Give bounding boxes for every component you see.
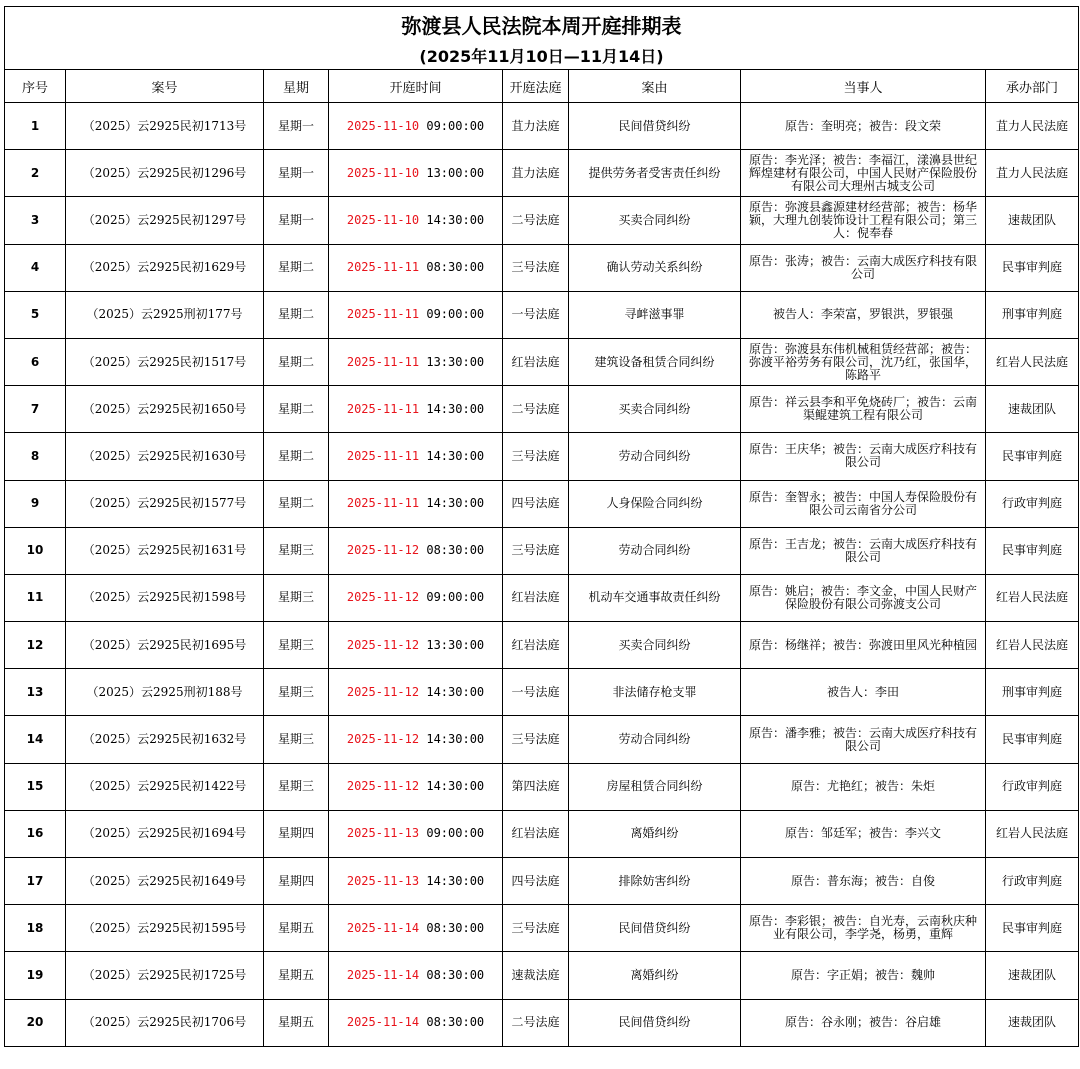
cause: 民间借贷纠纷	[569, 999, 741, 1046]
parties: 原告：谷永刚；被告：谷启雄	[741, 999, 986, 1046]
parties: 原告：尤艳红；被告：朱炬	[741, 763, 986, 810]
hearing-time	[329, 244, 503, 291]
hearing-time	[329, 905, 503, 952]
cause: 劳动合同纠纷	[569, 716, 741, 763]
hearing-time	[329, 527, 503, 574]
hearing-clock: 14:30:00	[426, 401, 485, 416]
courtroom: 三号法庭	[503, 244, 569, 291]
hearing-clock: 08:30:00	[426, 967, 485, 982]
hearing-date: 2025-11-14	[346, 967, 420, 982]
hearing-clock: 08:30:00	[426, 920, 485, 935]
courtroom: 红岩法庭	[503, 622, 569, 669]
parties: 原告：张涛；被告：云南大成医疗科技有限公司	[741, 244, 986, 291]
courtroom: 一号法庭	[503, 291, 569, 338]
row-number: 7	[5, 386, 66, 433]
hearing-time	[329, 150, 503, 197]
page-title: 弥渡县人民法院本周开庭排期表	[5, 7, 1079, 42]
table-row	[5, 197, 1079, 244]
department: 速裁团队	[986, 197, 1079, 244]
table-row	[5, 386, 1079, 433]
courtroom: 红岩法庭	[503, 810, 569, 857]
weekday: 星期四	[264, 810, 329, 857]
courtroom: 三号法庭	[503, 527, 569, 574]
department: 行政审判庭	[986, 480, 1079, 527]
hearing-time	[329, 480, 503, 527]
cause: 民间借贷纠纷	[569, 103, 741, 150]
hearing-time	[329, 952, 503, 999]
hearing-clock: 14:30:00	[426, 873, 485, 888]
table-row	[5, 622, 1079, 669]
row-number: 18	[5, 905, 66, 952]
row-number: 3	[5, 197, 66, 244]
hearing-date: 2025-11-12	[346, 779, 420, 794]
hearing-time	[329, 291, 503, 338]
case-number: （2025）云2925民初1630号	[66, 433, 264, 480]
hearing-date: 2025-11-12	[346, 590, 420, 605]
table-row	[5, 858, 1079, 905]
table-row	[5, 480, 1079, 527]
case-number: （2025）云2925民初1649号	[66, 858, 264, 905]
courtroom: 一号法庭	[503, 669, 569, 716]
department: 速裁团队	[986, 999, 1079, 1046]
header-weekday: 星期	[264, 70, 329, 103]
courtroom: 三号法庭	[503, 905, 569, 952]
case-number: （2025）云2925民初1595号	[66, 905, 264, 952]
cause: 人身保险合同纠纷	[569, 480, 741, 527]
schedule-table	[4, 6, 1079, 1047]
row-number: 16	[5, 810, 66, 857]
parties: 被告人：李荣富，罗银洪，罗银强	[741, 291, 986, 338]
cause: 劳动合同纠纷	[569, 433, 741, 480]
weekday: 星期三	[264, 527, 329, 574]
weekday: 星期一	[264, 103, 329, 150]
parties: 原告：奎智永；被告：中国人寿保险股份有限公司云南省分公司	[741, 480, 986, 527]
cause: 确认劳动关系纠纷	[569, 244, 741, 291]
weekday: 星期三	[264, 622, 329, 669]
hearing-clock: 09:00:00	[426, 826, 485, 841]
table-row	[5, 103, 1079, 150]
table-row	[5, 527, 1079, 574]
case-number: （2025）云2925刑初188号	[66, 669, 264, 716]
row-number: 9	[5, 480, 66, 527]
courtroom: 二号法庭	[503, 386, 569, 433]
row-number: 4	[5, 244, 66, 291]
case-number: （2025）云2925民初1631号	[66, 527, 264, 574]
header-hearing-time: 开庭时间	[329, 70, 503, 103]
weekday: 星期三	[264, 669, 329, 716]
hearing-time	[329, 763, 503, 810]
header-cause: 案由	[569, 70, 741, 103]
courtroom: 红岩法庭	[503, 338, 569, 385]
parties: 原告：普东海；被告：自俊	[741, 858, 986, 905]
case-number: （2025）云2925民初1598号	[66, 574, 264, 621]
parties: 原告：弥渡县东伟机械租赁经营部；被告：弥渡平裕劳务有限公司，沈乃红，张国华，陈路平	[741, 338, 986, 385]
weekday: 星期五	[264, 999, 329, 1046]
hearing-date: 2025-11-11	[346, 307, 420, 322]
hearing-clock: 13:00:00	[426, 165, 485, 180]
hearing-time	[329, 574, 503, 621]
hearing-date: 2025-11-13	[346, 826, 420, 841]
weekday: 星期一	[264, 197, 329, 244]
table-row	[5, 763, 1079, 810]
courtroom: 三号法庭	[503, 433, 569, 480]
row-number: 19	[5, 952, 66, 999]
row-number: 17	[5, 858, 66, 905]
case-number: （2025）云2925民初1725号	[66, 952, 264, 999]
parties: 原告：杨继祥；被告：弥渡田里风光种植园	[741, 622, 986, 669]
date-range-subtitle: (2025年11月10日—11月14日)	[5, 41, 1079, 70]
table-row	[5, 338, 1079, 385]
courtroom: 二号法庭	[503, 999, 569, 1046]
table-row	[5, 150, 1079, 197]
parties: 原告：奎明亮；被告：段文荣	[741, 103, 986, 150]
hearing-date: 2025-11-14	[346, 1015, 420, 1030]
hearing-clock: 14:30:00	[426, 779, 485, 794]
department: 速裁团队	[986, 386, 1079, 433]
weekday: 星期三	[264, 574, 329, 621]
department: 红岩人民法庭	[986, 338, 1079, 385]
weekday: 星期二	[264, 433, 329, 480]
cause: 房屋租赁合同纠纷	[569, 763, 741, 810]
parties: 原告：潘李雅；被告：云南大成医疗科技有限公司	[741, 716, 986, 763]
hearing-date: 2025-11-11	[346, 354, 420, 369]
case-number: （2025）云2925民初1706号	[66, 999, 264, 1046]
table-row	[5, 810, 1079, 857]
row-number: 13	[5, 669, 66, 716]
parties: 原告：姚启；被告：李文金，中国人民财产保险股份有限公司弥渡支公司	[741, 574, 986, 621]
case-number: （2025）云2925民初1632号	[66, 716, 264, 763]
case-number: （2025）云2925民初1713号	[66, 103, 264, 150]
hearing-time	[329, 810, 503, 857]
hearing-date: 2025-11-12	[346, 543, 420, 558]
parties: 原告：李彩银；被告：自光寿，云南秋庆种业有限公司，李学尧，杨勇，重辉	[741, 905, 986, 952]
cause: 离婚纠纷	[569, 952, 741, 999]
weekday: 星期二	[264, 244, 329, 291]
hearing-time	[329, 386, 503, 433]
cause: 买卖合同纠纷	[569, 386, 741, 433]
header-department: 承办部门	[986, 70, 1079, 103]
hearing-clock: 14:30:00	[426, 684, 485, 699]
weekday: 星期三	[264, 763, 329, 810]
hearing-clock: 08:30:00	[426, 543, 485, 558]
cause: 建筑设备租赁合同纠纷	[569, 338, 741, 385]
table-row	[5, 999, 1079, 1046]
hearing-time	[329, 338, 503, 385]
hearing-time	[329, 669, 503, 716]
hearing-clock: 09:00:00	[426, 118, 485, 133]
row-number: 8	[5, 433, 66, 480]
cause: 买卖合同纠纷	[569, 622, 741, 669]
parties: 原告：王吉龙；被告：云南大成医疗科技有限公司	[741, 527, 986, 574]
cause: 提供劳务者受害责任纠纷	[569, 150, 741, 197]
header-case-number: 案号	[66, 70, 264, 103]
hearing-time	[329, 622, 503, 669]
parties: 原告：邹廷军；被告：李兴文	[741, 810, 986, 857]
courtroom: 四号法庭	[503, 480, 569, 527]
department: 苴力人民法庭	[986, 150, 1079, 197]
hearing-date: 2025-11-10	[346, 118, 420, 133]
department: 红岩人民法庭	[986, 810, 1079, 857]
hearing-clock: 09:00:00	[426, 307, 485, 322]
hearing-clock: 13:30:00	[426, 637, 485, 652]
cause: 寻衅滋事罪	[569, 291, 741, 338]
courtroom: 二号法庭	[503, 197, 569, 244]
hearing-date: 2025-11-10	[346, 212, 420, 227]
courtroom: 三号法庭	[503, 716, 569, 763]
header-courtroom: 开庭法庭	[503, 70, 569, 103]
hearing-time	[329, 858, 503, 905]
hearing-clock: 14:30:00	[426, 212, 485, 227]
row-number: 1	[5, 103, 66, 150]
hearing-date: 2025-11-11	[346, 260, 420, 275]
case-number: （2025）云2925民初1650号	[66, 386, 264, 433]
weekday: 星期二	[264, 338, 329, 385]
table-body	[5, 103, 1079, 1047]
hearing-clock: 13:30:00	[426, 354, 485, 369]
weekday: 星期三	[264, 716, 329, 763]
courtroom: 速裁法庭	[503, 952, 569, 999]
hearing-date: 2025-11-11	[346, 448, 420, 463]
row-number: 6	[5, 338, 66, 385]
table-row	[5, 716, 1079, 763]
table-row	[5, 244, 1079, 291]
table-row	[5, 669, 1079, 716]
hearing-date: 2025-11-12	[346, 637, 420, 652]
parties: 原告：字正娟；被告：魏帅	[741, 952, 986, 999]
department: 行政审判庭	[986, 858, 1079, 905]
hearing-date: 2025-11-11	[346, 496, 420, 511]
department: 红岩人民法庭	[986, 574, 1079, 621]
department: 行政审判庭	[986, 763, 1079, 810]
row-number: 20	[5, 999, 66, 1046]
table-row	[5, 952, 1079, 999]
schedule-sheet	[4, 6, 1078, 1047]
department: 速裁团队	[986, 952, 1079, 999]
hearing-date: 2025-11-13	[346, 873, 420, 888]
cause: 民间借贷纠纷	[569, 905, 741, 952]
department: 民事审判庭	[986, 716, 1079, 763]
department: 刑事审判庭	[986, 291, 1079, 338]
hearing-time	[329, 197, 503, 244]
table-row	[5, 291, 1079, 338]
row-number: 15	[5, 763, 66, 810]
case-number: （2025）云2925民初1577号	[66, 480, 264, 527]
hearing-clock: 14:30:00	[426, 496, 485, 511]
case-number: （2025）云2925民初1629号	[66, 244, 264, 291]
hearing-clock: 08:30:00	[426, 260, 485, 275]
row-number: 12	[5, 622, 66, 669]
weekday: 星期二	[264, 480, 329, 527]
parties: 原告：王庆华；被告：云南大成医疗科技有限公司	[741, 433, 986, 480]
case-number: （2025）云2925民初1694号	[66, 810, 264, 857]
hearing-time	[329, 103, 503, 150]
hearing-date: 2025-11-11	[346, 401, 420, 416]
hearing-date: 2025-11-12	[346, 684, 420, 699]
courtroom: 四号法庭	[503, 858, 569, 905]
table-row	[5, 433, 1079, 480]
weekday: 星期一	[264, 150, 329, 197]
row-number: 5	[5, 291, 66, 338]
weekday: 星期二	[264, 386, 329, 433]
courtroom: 苴力法庭	[503, 103, 569, 150]
hearing-clock: 14:30:00	[426, 448, 485, 463]
header-no: 序号	[5, 70, 66, 103]
row-number: 14	[5, 716, 66, 763]
weekday: 星期五	[264, 952, 329, 999]
department: 民事审判庭	[986, 527, 1079, 574]
hearing-time	[329, 433, 503, 480]
cause: 劳动合同纠纷	[569, 527, 741, 574]
courtroom: 第四法庭	[503, 763, 569, 810]
department: 民事审判庭	[986, 433, 1079, 480]
cause: 机动车交通事故责任纠纷	[569, 574, 741, 621]
case-number: （2025）云2925民初1695号	[66, 622, 264, 669]
table-header-row	[5, 70, 1079, 103]
department: 民事审判庭	[986, 905, 1079, 952]
parties: 原告：李光泽；被告：李福江，漾濞县世纪辉煌建材有限公司，中国人民财产保险股份有限公司大理州古城支公司	[741, 150, 986, 197]
hearing-time	[329, 999, 503, 1046]
cause: 离婚纠纷	[569, 810, 741, 857]
courtroom: 红岩法庭	[503, 574, 569, 621]
cause: 排除妨害纠纷	[569, 858, 741, 905]
case-number: （2025）云2925民初1296号	[66, 150, 264, 197]
hearing-time	[329, 716, 503, 763]
table-row	[5, 905, 1079, 952]
case-number: （2025）云2925民初1517号	[66, 338, 264, 385]
hearing-clock: 14:30:00	[426, 732, 485, 747]
parties: 被告人：李田	[741, 669, 986, 716]
department: 刑事审判庭	[986, 669, 1079, 716]
row-number: 10	[5, 527, 66, 574]
weekday: 星期四	[264, 858, 329, 905]
hearing-clock: 08:30:00	[426, 1015, 485, 1030]
department: 红岩人民法庭	[986, 622, 1079, 669]
weekday: 星期二	[264, 291, 329, 338]
row-number: 11	[5, 574, 66, 621]
case-number: （2025）云2925刑初177号	[66, 291, 264, 338]
parties: 原告：弥渡县鑫源建材经营部；被告：杨华颖，大理九创装饰设计工程有限公司；第三人：倪奉春	[741, 197, 986, 244]
header-parties: 当事人	[741, 70, 986, 103]
case-number: （2025）云2925民初1422号	[66, 763, 264, 810]
hearing-date: 2025-11-10	[346, 165, 420, 180]
courtroom: 苴力法庭	[503, 150, 569, 197]
cause: 非法储存枪支罪	[569, 669, 741, 716]
hearing-date: 2025-11-14	[346, 920, 420, 935]
cause: 买卖合同纠纷	[569, 197, 741, 244]
weekday: 星期五	[264, 905, 329, 952]
hearing-date: 2025-11-12	[346, 732, 420, 747]
parties: 原告：祥云县李和平免烧砖厂；被告：云南渠鲲建筑工程有限公司	[741, 386, 986, 433]
department: 民事审判庭	[986, 244, 1079, 291]
table-row	[5, 574, 1079, 621]
department: 苴力人民法庭	[986, 103, 1079, 150]
case-number: （2025）云2925民初1297号	[66, 197, 264, 244]
hearing-clock: 09:00:00	[426, 590, 485, 605]
row-number: 2	[5, 150, 66, 197]
